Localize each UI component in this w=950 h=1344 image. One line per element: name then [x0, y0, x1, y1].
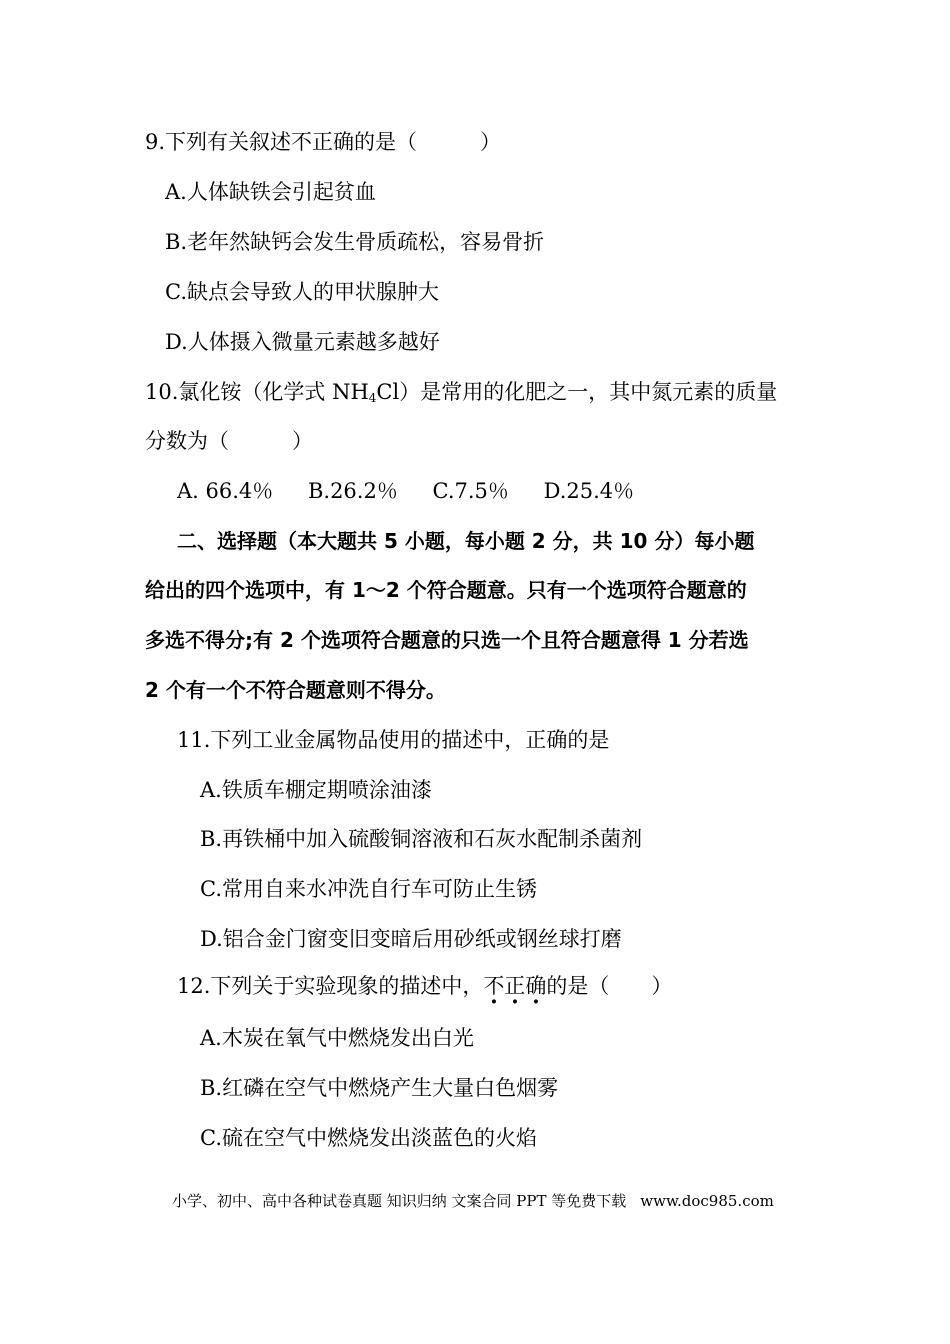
q10-stem-after: Cl）是常用的化肥之一，其中氮元素的质量: [376, 380, 778, 404]
section2-line4: 2 个有一个不符合题意则不得分。: [145, 678, 446, 702]
footer-url[interactable]: www.doc985.com: [640, 1192, 774, 1210]
footer-text: 小学、初中、高中各种试卷真题 知识归纳 文案合同 PPT 等免费下载: [172, 1192, 627, 1210]
section2-line3: 多选不得分;有 2 个选项符合题意的只选一个且符合题意得 1 分若选: [145, 628, 749, 652]
q11-stem: 11.下列工业金属物品使用的描述中，正确的是: [177, 728, 610, 752]
q10-option-a: A. 66.4％: [177, 479, 274, 503]
q11-option-b: B.再铁桶中加入硫酸铜溶液和石灰水配制杀菌剂: [200, 827, 643, 851]
q12-emph-1: 不: [483, 974, 505, 998]
q11-option-c: C.常用自来水冲洗自行车可防止生锈: [200, 877, 537, 901]
q12-stem-after: 的是（ ）: [546, 974, 673, 998]
q12-option-a: A.木炭在氧气中燃烧发出白光: [200, 1026, 474, 1050]
q11-option-d: D.铝合金门窗变旧变暗后用砂纸或钢丝球打磨: [200, 927, 622, 951]
q9-option-d: D.人体摄入微量元素越多越好: [165, 330, 440, 354]
q10-subscript: 4: [368, 391, 377, 405]
q12-emph-2: 正: [504, 974, 526, 998]
q12-option-c: C.硫在空气中燃烧发出淡蓝色的火焰: [200, 1126, 537, 1150]
section2-line1: 二、选择题（本大题共 5 小题，每小题 2 分，共 10 分）每小题: [177, 529, 755, 553]
q12-option-b: B.红磷在空气中燃烧产生大量白色烟雾: [200, 1076, 559, 1100]
q9-option-b: B.老年然缺钙会发生骨质疏松，容易骨折: [165, 230, 545, 254]
q10-option-c: C.7.5％: [432, 479, 509, 503]
section2-line2: 给出的四个选项中，有 1～2 个符合题意。只有一个选项符合题意的: [145, 578, 747, 602]
q12-stem-before: 12.下列关于实验现象的描述中，: [177, 974, 484, 998]
q12-emph-3: 确: [525, 974, 547, 998]
q9-stem: 9.下列有关叙述不正确的是（ ）: [145, 130, 502, 154]
q12-stem: [177, 972, 672, 1000]
q10-options: [177, 477, 662, 505]
q10-stem-line2: 分数为（ ）: [145, 429, 313, 453]
q9-option-a: A.人体缺铁会引起贫血: [165, 180, 376, 204]
q10-stem-before: 10.氯化铵（化学式 NH: [145, 380, 369, 404]
q10-stem: [145, 378, 777, 406]
q10-option-d: D.25.4％: [543, 479, 635, 503]
page-footer: [172, 1190, 774, 1211]
q9-option-c: C.缺点会导致人的甲状腺肿大: [165, 280, 439, 304]
q10-option-b: B.26.2％: [307, 479, 398, 503]
q11-option-a: A.铁质车棚定期喷涂油漆: [200, 778, 432, 802]
